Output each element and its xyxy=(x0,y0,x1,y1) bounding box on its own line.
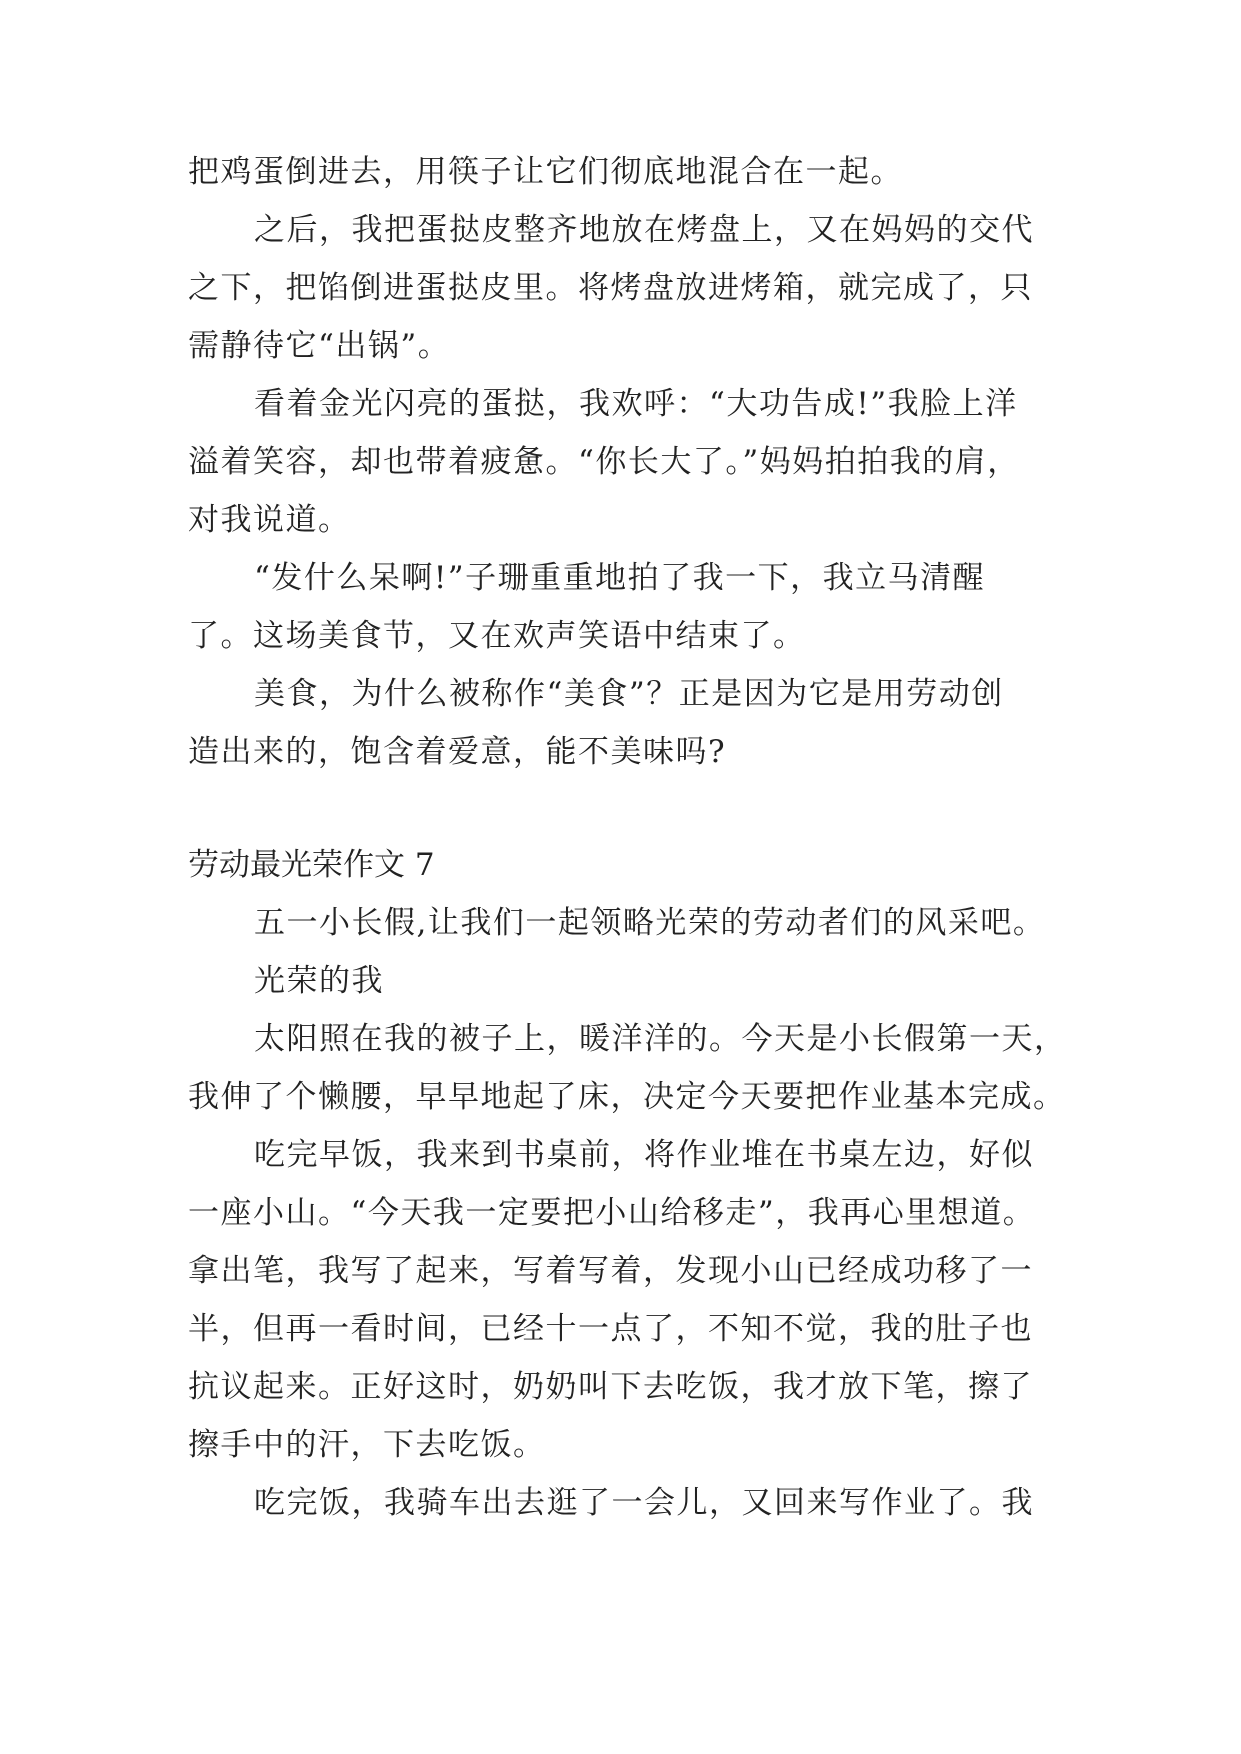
essay-heading: 劳动最光荣作文 7 xyxy=(188,847,435,883)
paragraph-first-line: 太阳照在我的被子上，暖洋洋的。今天是小长假第一天， xyxy=(254,1021,1067,1057)
text-line: 溢着笑容，却也带着疲惫。“你长大了。”妈妈拍拍我的肩， xyxy=(188,444,1020,480)
paragraph-first-line: 美食，为什么被称作“美食”？正是因为它是用劳动创 xyxy=(254,676,1004,712)
paragraph-first-line: 看着金光闪亮的蛋挞，我欢呼：“大功告成!”我脸上洋 xyxy=(254,386,1018,422)
paragraph-first-line: 吃完饭，我骑车出去逛了一会儿，又回来写作业了。我 xyxy=(254,1485,1034,1521)
paragraph-first-line: 之后，我把蛋挞皮整齐地放在烤盘上，又在妈妈的交代 xyxy=(254,212,1034,248)
text-line: 对我说道。 xyxy=(188,502,351,538)
text-line: 一座小山。“今天我一定要把小山给移走”，我再心里想道。 xyxy=(188,1195,1036,1231)
text-line: 我伸了个懒腰，早早地起了床，决定今天要把作业基本完成。 xyxy=(188,1079,1066,1115)
text-line: 抗议起来。正好这时，奶奶叫下去吃饭，我才放下笔，擦了 xyxy=(188,1369,1033,1405)
paragraph-first-line: 吃完早饭，我来到书桌前，将作业堆在书桌左边，好似 xyxy=(254,1137,1034,1173)
text-line: 造出来的，饱含着爱意，能不美味吗? xyxy=(188,734,727,770)
text-line: 擦手中的汗，下去吃饭。 xyxy=(188,1427,546,1463)
paragraph-first-line: 五一小长假,让我们一起领略光荣的劳动者们的风采吧。 xyxy=(254,905,1046,941)
essay-subtitle: 光荣的我 xyxy=(254,963,384,999)
paragraph-first-line: “发什么呆啊!”子珊重重地拍了我一下，我立马清醒 xyxy=(254,560,986,596)
text-line: 需静待它“出锅”。 xyxy=(188,328,451,364)
text-line: 把鸡蛋倒进去，用筷子让它们彻底地混合在一起。 xyxy=(188,154,903,190)
text-line: 拿出笔，我写了起来，写着写着，发现小山已经成功移了一 xyxy=(188,1253,1033,1289)
text-line: 之下，把馅倒进蛋挞皮里。将烤盘放进烤箱，就完成了，只 xyxy=(188,270,1033,306)
text-line: 半，但再一看时间，已经十一点了，不知不觉，我的肚子也 xyxy=(188,1311,1033,1347)
text-line: 了。这场美食节，又在欢声笑语中结束了。 xyxy=(188,618,806,654)
